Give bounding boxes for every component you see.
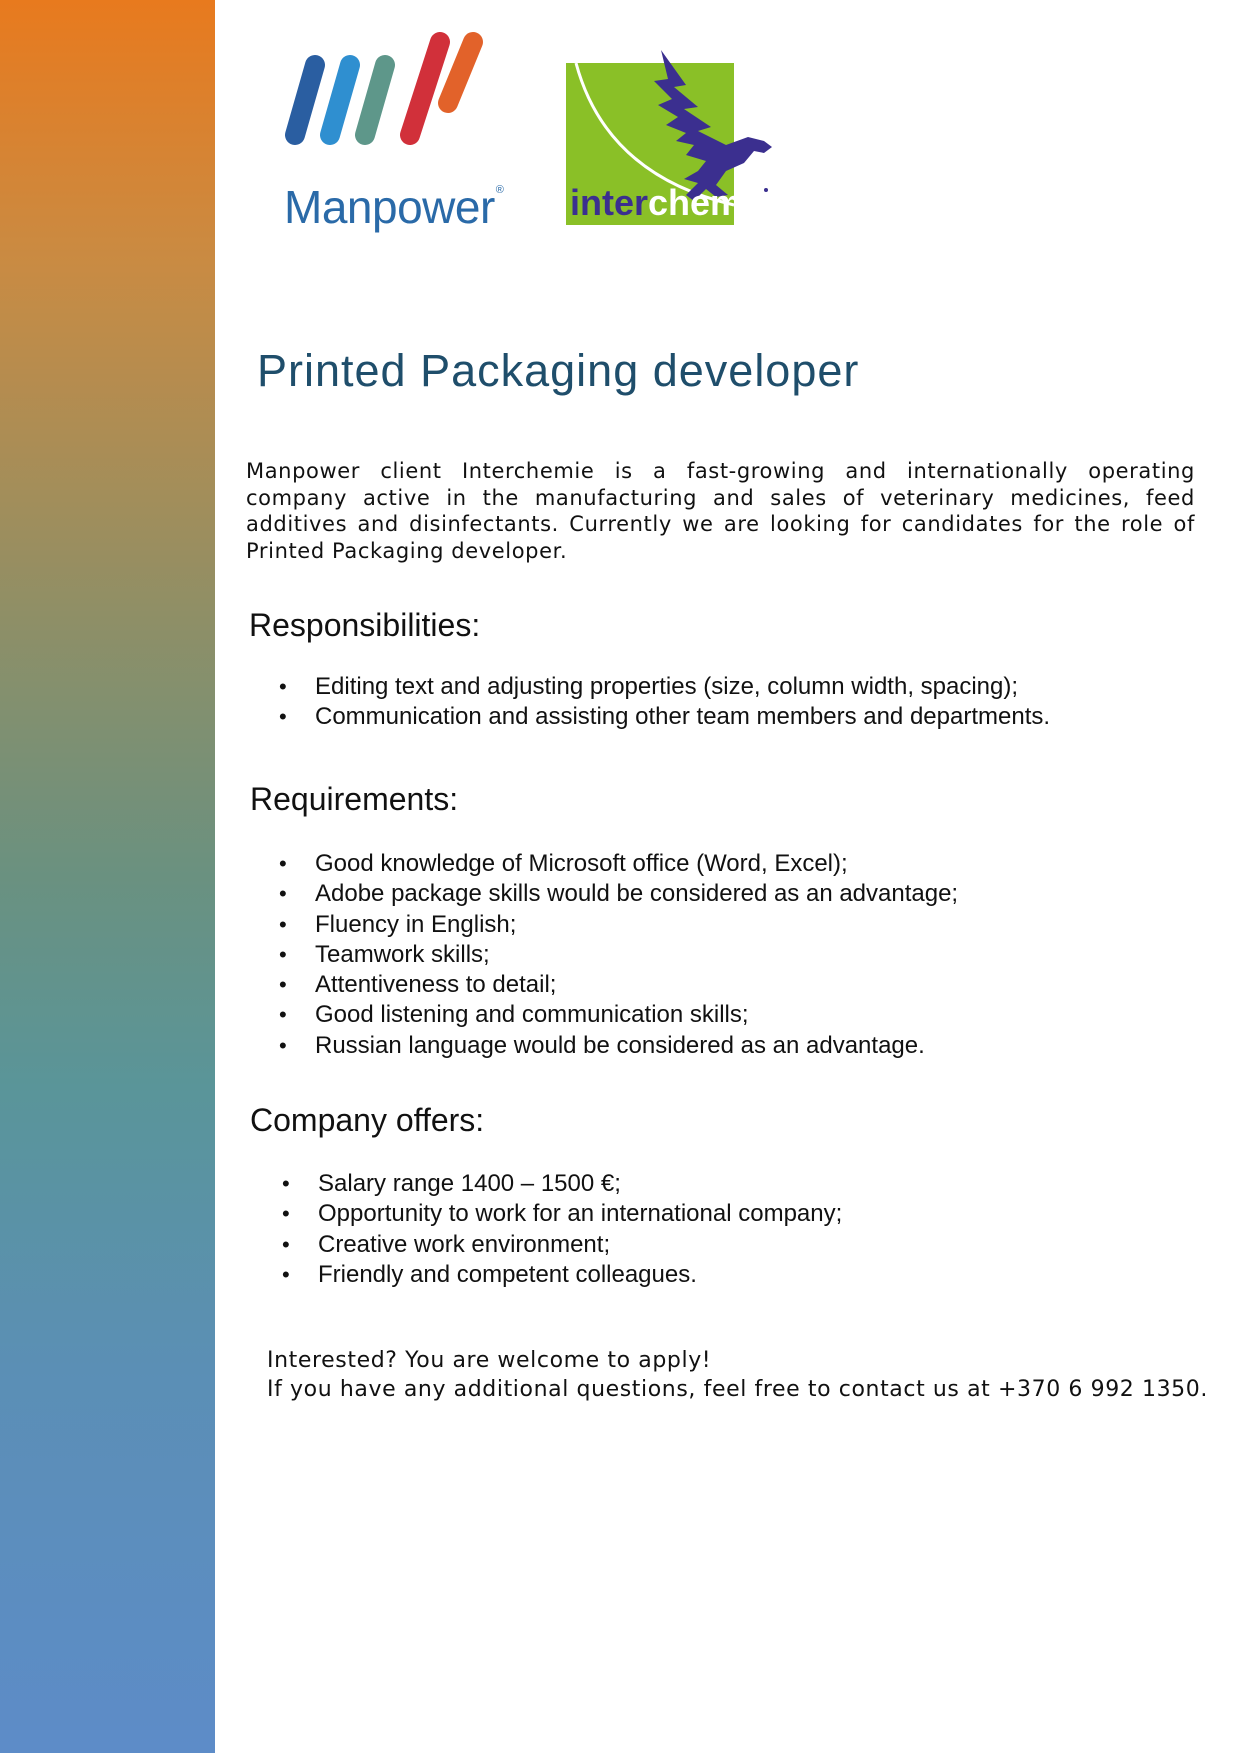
- list-item-text: Russian language would be considered as an advantage.: [315, 1031, 925, 1059]
- apply-invitation: Interested? You are welcome to apply!: [267, 1348, 712, 1373]
- list-item-text: Opportunity to work for an international company;: [318, 1200, 843, 1228]
- bullet-icon: •: [282, 1261, 290, 1287]
- bullet-icon: •: [279, 704, 287, 730]
- list-item: [282, 1230, 842, 1260]
- bullet-icon: •: [279, 941, 287, 967]
- list-item: [279, 910, 958, 940]
- bullet-icon: •: [279, 674, 287, 699]
- list-item-text: Teamwork skills;: [315, 940, 490, 968]
- list-item: [279, 702, 1050, 732]
- manpower-logo: [280, 30, 510, 235]
- interchemie-logo: [566, 45, 846, 227]
- bullet-icon: •: [282, 1231, 290, 1257]
- manpower-stripe: [365, 65, 385, 135]
- list-item-text: Good listening and communication skills;: [315, 1001, 749, 1029]
- contact-block: [267, 1346, 1208, 1404]
- decorative-side-band: [0, 0, 215, 1753]
- requirements-list: [279, 849, 958, 1061]
- list-item: [279, 849, 958, 879]
- interchemie-wordmark-chemie: chemie: [648, 182, 773, 223]
- bullet-icon: •: [279, 851, 287, 876]
- bullet-icon: •: [279, 1032, 287, 1058]
- bullet-icon: •: [282, 1171, 290, 1196]
- requirements-heading: Requirements:: [250, 781, 459, 817]
- list-item: [282, 1199, 842, 1229]
- page-title: Printed Packaging developer: [257, 345, 860, 396]
- list-item: [279, 672, 1050, 702]
- list-item-text: Editing text and adjusting properties (size, column width, spacing);: [315, 673, 1019, 700]
- list-item: [279, 879, 958, 909]
- list-item-text: Adobe package skills would be considered as an advantage;: [315, 880, 959, 908]
- list-item: [279, 940, 958, 970]
- manpower-stripes-icon: [280, 30, 510, 180]
- manpower-stripe: [295, 65, 315, 135]
- bullet-icon: •: [279, 1002, 287, 1028]
- bullet-icon: •: [279, 972, 287, 998]
- interchemie-wordmark-inter: inter: [570, 182, 649, 223]
- list-item-text: Attentiveness to detail;: [315, 971, 557, 999]
- list-item: [279, 1000, 958, 1030]
- list-item-text: Good knowledge of Microsoft office (Word, Excel);: [315, 850, 848, 877]
- interchemie-wordmark: [570, 182, 772, 223]
- manpower-stripe: [410, 42, 440, 135]
- list-item: [279, 1031, 958, 1061]
- responsibilities-list: [279, 672, 1050, 733]
- bullet-icon: •: [282, 1201, 290, 1227]
- list-item-text: Communication and assisting other team members and departments.: [315, 703, 1051, 731]
- responsibilities-heading: Responsibilities:: [249, 607, 481, 643]
- list-item: [282, 1169, 842, 1199]
- list-item: [282, 1260, 842, 1290]
- list-item-text: Creative work environment;: [318, 1230, 611, 1258]
- list-item-text: Friendly and competent colleagues.: [318, 1260, 697, 1288]
- list-item-text: Salary range 1400 – 1500 €;: [318, 1170, 621, 1197]
- manpower-stripe: [330, 65, 350, 135]
- contact-phone-line: If you have any additional questions, feel free to contact us at +370 6 992 1350.: [267, 1377, 1208, 1402]
- bullet-icon: •: [279, 911, 287, 937]
- bullet-icon: •: [279, 881, 287, 907]
- manpower-stripe: [448, 42, 473, 103]
- list-item: [279, 970, 958, 1000]
- company-offers-list: [282, 1169, 842, 1290]
- manpower-wordmark: Manpower®: [284, 181, 504, 233]
- intro-paragraph: Manpower client Interchemie is a fast-growing and internationally operating company active in the manufacturing and sales of veterinary medicines, feed additives and disinfectants. Currently we are looking for candidates for the role of Printed Packaging developer.: [246, 459, 1195, 563]
- company-offers-heading: Company offers:: [250, 1102, 485, 1138]
- list-item-text: Fluency in English;: [315, 910, 517, 938]
